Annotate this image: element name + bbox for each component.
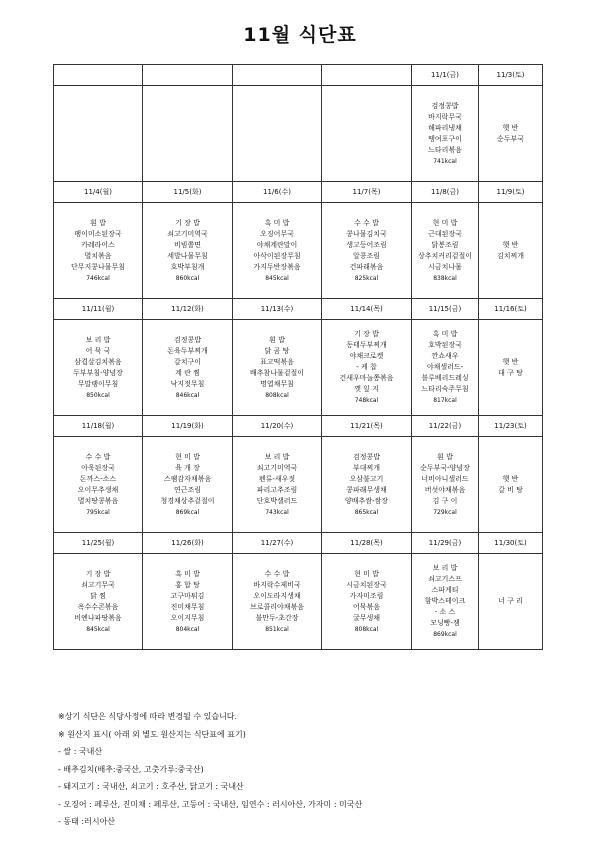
meal-cell xyxy=(479,203,543,299)
date-cell: 11/7(목) xyxy=(322,182,412,203)
meal-cell xyxy=(322,86,412,182)
note-line: - 배추김치(배추:중국산, 고춧가루:중국산) xyxy=(58,764,204,774)
meal-cell xyxy=(233,437,322,533)
menu-item: 어묵볶음 xyxy=(352,602,381,611)
meal-cell xyxy=(233,320,322,416)
menu-item: 표고떡볶음 xyxy=(260,357,294,366)
date-cell: 11/20(수) xyxy=(233,416,322,437)
meal-cell xyxy=(479,86,543,182)
meal-cell xyxy=(322,437,412,533)
date-row xyxy=(54,299,543,320)
page-title: 11월 식단표 xyxy=(243,24,357,46)
menu-item: 돈육두부찌개 xyxy=(167,346,208,355)
calorie-label: 838kcal xyxy=(433,274,457,282)
date-row xyxy=(54,533,543,554)
menu-item: 야채샐러드- xyxy=(426,363,464,371)
menu-item: 콩파래무생채 xyxy=(346,485,387,494)
menu-item: 보 리 밥 xyxy=(432,564,458,572)
meal-cell xyxy=(479,320,543,416)
date-cell: 11/12(화) xyxy=(143,299,233,320)
menu-item: 양배추쌈-쌈장 xyxy=(344,496,389,505)
menu-item: 깐쇼새우 xyxy=(431,352,459,360)
date-cell: 11/11(월) xyxy=(54,299,143,320)
meal-cell xyxy=(412,554,479,650)
meal-cell xyxy=(54,203,143,299)
menu-item: 시금치된장국 xyxy=(346,580,387,589)
menu-item: - 소 스 xyxy=(434,608,456,616)
date-cell: 11/3(토) xyxy=(479,65,543,86)
menu-item: 오이무추생채 xyxy=(77,485,119,494)
menu-item: 두부부침-양념장 xyxy=(73,368,123,377)
meal-cell xyxy=(143,320,233,416)
menu-item: 연근조림 xyxy=(173,485,202,494)
menu-item: 스파게티 xyxy=(431,586,459,594)
calorie-label: 851kcal xyxy=(265,625,289,633)
calorie-label: 804kcal xyxy=(175,625,200,633)
menu-item: 홍 합 탕 xyxy=(175,580,200,589)
date-cell: 11/23(토) xyxy=(479,416,543,437)
date-cell: 11/28(목) xyxy=(322,533,412,554)
calorie-label: 865kcal xyxy=(354,508,379,516)
note-line: ※ 원산지 표시( 아래 외 별도 원산지는 식단표에 표기) xyxy=(58,729,246,739)
menu-item: 쇠고기무국 xyxy=(81,580,115,589)
menu-item: 삼겹살김치볶음 xyxy=(74,357,122,366)
menu-item: 비빔쫄면 xyxy=(173,240,202,249)
date-cell: 11/15(금) xyxy=(412,299,479,320)
menu-item: 수 수 밥 xyxy=(354,218,379,227)
menu-item: 굴무생채 xyxy=(352,613,381,622)
meal-cell xyxy=(412,203,479,299)
calorie-label: 795kcal xyxy=(86,508,110,516)
menu-item: 쇠고기스프 xyxy=(428,575,462,583)
meal-cell xyxy=(143,554,233,650)
menu-item: 동태두부찌개 xyxy=(346,341,387,349)
meal-cell xyxy=(143,437,233,533)
menu-item: 불만두-초간장 xyxy=(255,613,299,622)
menu-item: 브로콜리야채볶음 xyxy=(249,602,305,611)
menu-item: 느타리볶음 xyxy=(428,145,462,154)
menu-item: 쇠고기미역국 xyxy=(256,463,298,472)
calorie-label: 846kcal xyxy=(175,391,200,399)
calorie-label: 845kcal xyxy=(265,274,289,282)
date-cell: 11/25(월) xyxy=(54,533,143,554)
note-line: - 동태 :러시아산 xyxy=(58,817,116,826)
menu-item: - 케 찹 xyxy=(356,363,377,371)
menu-item: 햇 반 xyxy=(502,357,519,366)
menu-item: 알콩조림 xyxy=(352,251,381,260)
meal-cell xyxy=(54,320,143,416)
menu-item: 아욱된장국 xyxy=(81,463,115,472)
date-row xyxy=(54,416,543,437)
menu-item: 검정콩밥 xyxy=(352,452,381,461)
calorie-label: 748kcal xyxy=(354,397,379,404)
menu-item: 가지두반장볶음 xyxy=(253,262,301,271)
date-cell: 11/9(토) xyxy=(479,182,543,203)
menu-item: 생고등어조림 xyxy=(346,240,387,249)
menu-item: 멸치볶음 xyxy=(84,251,112,260)
date-cell: 11/4(월) xyxy=(54,182,143,203)
menu-item: 호박된장국 xyxy=(428,341,462,349)
date-cell: 11/26(화) xyxy=(143,533,233,554)
menu-table xyxy=(53,64,543,650)
calorie-label: 743kcal xyxy=(265,508,289,516)
calorie-label: 860kcal xyxy=(175,274,200,282)
date-row xyxy=(54,65,543,86)
menu-item: 수 수 밥 xyxy=(264,569,290,578)
menu-item: 순두부국 xyxy=(496,134,525,143)
menu-item: 닭 곰 탕 xyxy=(264,346,290,355)
menu-item: 땡여포구이 xyxy=(428,134,462,143)
calorie-label: 825kcal xyxy=(354,274,379,282)
note-line: - 돼지고기 : 국내산, 쇠고기 : 호주산, 닭고기 : 국내산 xyxy=(58,782,244,791)
menu-item: 시금치나물 xyxy=(428,262,462,271)
calorie-label: 741kcal xyxy=(433,157,457,165)
calorie-label: 850kcal xyxy=(86,391,110,399)
menu-item: 세발나물무침 xyxy=(167,251,208,260)
menu-item: 계 란 찜 xyxy=(175,368,200,377)
date-cell: 11/29(금) xyxy=(412,533,479,554)
menu-item: 스팸감자채볶음 xyxy=(163,474,212,483)
menu-item: 흑 미 밥 xyxy=(432,330,458,338)
menu-item: 흑 미 밥 xyxy=(264,218,290,227)
meal-cell xyxy=(322,320,412,416)
meal-cell xyxy=(412,320,479,416)
meal-cell xyxy=(479,554,543,650)
menu-item: 멸치땅콩볶음 xyxy=(77,496,119,505)
meal-row xyxy=(54,86,543,182)
menu-item: 가자미조림 xyxy=(349,591,384,600)
meal-cell xyxy=(412,86,479,182)
menu-item: 옥수수콘볶음 xyxy=(77,602,119,611)
menu-item: 순두부국-양념장 xyxy=(420,463,470,472)
menu-item: 오이지무침 xyxy=(170,613,205,622)
menu-item: 상추치커리겉절이 xyxy=(417,251,473,260)
menu-item: 아삭이된장무침 xyxy=(253,251,301,260)
menu-item: 깻 잎 지 xyxy=(354,385,379,393)
menu-item: 어 묵 국 xyxy=(85,346,111,355)
meal-row xyxy=(54,554,543,650)
date-cell: 11/21(목) xyxy=(322,416,412,437)
date-cell: 11/16(토) xyxy=(479,299,543,320)
date-cell xyxy=(54,65,143,86)
menu-item: 낙지젓무침 xyxy=(170,379,205,388)
menu-item: 무말랭이무침 xyxy=(77,379,119,388)
menu-item: 기 장 밥 xyxy=(85,569,111,578)
date-cell: 11/1(금) xyxy=(412,65,479,86)
meal-cell xyxy=(322,203,412,299)
menu-item: 근대된장국 xyxy=(428,229,462,238)
menu-item: 현 미 밥 xyxy=(354,569,379,578)
menu-item: 비엔나파땅볶음 xyxy=(74,613,122,622)
date-cell: 11/14(목) xyxy=(322,299,412,320)
menu-item: 대 구 탕 xyxy=(498,368,523,377)
date-cell: 11/8(금) xyxy=(412,182,479,203)
meal-cell xyxy=(233,203,322,299)
menu-item: 오삼불고기 xyxy=(349,474,384,483)
menu-item: 검정콩밥 xyxy=(431,101,459,110)
calorie-label: 869kcal xyxy=(175,508,200,516)
menu-item: 흰 밥 xyxy=(90,218,106,227)
meal-row xyxy=(54,203,543,299)
date-cell: 11/5(화) xyxy=(143,182,233,203)
calorie-label: 845kcal xyxy=(86,625,110,633)
menu-item: 파리고추조림 xyxy=(256,485,298,494)
menu-item: 쇠고기미역국 xyxy=(167,229,208,238)
menu-item: 기 장 밥 xyxy=(175,218,200,227)
calorie-label: 817kcal xyxy=(433,397,457,404)
meal-cell xyxy=(143,86,233,182)
menu-item: 고구마튀김 xyxy=(170,591,205,600)
meal-cell xyxy=(233,554,322,650)
menu-item: 오이도라지생채 xyxy=(253,591,301,600)
menu-item: 너 구 리 xyxy=(498,597,523,605)
notes-section xyxy=(58,708,558,831)
menu-item: 닭봉조림 xyxy=(431,240,459,249)
menu-item: 검정콩밥 xyxy=(173,335,202,344)
menu-item: 현 미 밥 xyxy=(432,218,458,227)
menu-item: 흰 밥 xyxy=(437,452,453,461)
date-cell xyxy=(233,65,322,86)
menu-item: 청경채상추겉절이 xyxy=(160,496,215,505)
menu-item: 건파래볶음 xyxy=(349,262,384,271)
menu-item: 흰 밥 xyxy=(269,335,285,344)
note-line: - 오징어 : 페루산, 진미채 : 페루산, 고등어 : 국내산, 임연수 : 러시아산, 가자미 : 미국산 xyxy=(58,799,363,809)
meal-row xyxy=(54,320,543,416)
menu-item: 김 구 이 xyxy=(432,496,458,505)
menu-item: 콩나물김치국 xyxy=(346,229,387,238)
date-cell: 11/19(화) xyxy=(143,416,233,437)
menu-item: 햇 반 xyxy=(502,123,519,132)
menu-item: 진미채무침 xyxy=(170,602,205,611)
date-cell: 11/22(금) xyxy=(412,416,479,437)
calorie-label: 808kcal xyxy=(265,391,289,399)
date-cell: 11/18(월) xyxy=(54,416,143,437)
meal-cell xyxy=(479,437,543,533)
menu-item: 김치찌개 xyxy=(496,251,525,260)
menu-item: 보 리 밥 xyxy=(85,335,111,344)
note-line: ※상기 식단은 식당사정에 따라 변경될 수 있습니다. xyxy=(58,712,238,721)
menu-item: 햇 반 xyxy=(502,240,519,249)
menu-item: 육 개 장 xyxy=(175,463,200,472)
menu-item: 팽이미소된장국 xyxy=(74,229,122,238)
date-row xyxy=(54,182,543,203)
menu-item: 느타리숙주무침 xyxy=(421,385,469,393)
menu-item: 갈치구이 xyxy=(173,357,202,366)
menu-item: 바지락수제비국 xyxy=(253,580,301,589)
date-cell: 11/30(토) xyxy=(479,533,543,554)
menu-item: 단호박샐러드 xyxy=(256,496,298,505)
meal-cell xyxy=(54,554,143,650)
menu-item: 함박스테이크 xyxy=(424,597,466,605)
menu-item: 현 미 밥 xyxy=(175,452,200,461)
menu-item: 모닝빵-잼 xyxy=(430,619,460,627)
menu-item: 돈까스-소스 xyxy=(79,474,117,483)
meal-cell xyxy=(322,554,412,650)
menu-item: 호박부침개 xyxy=(170,262,205,271)
menu-item: 오징어무국 xyxy=(260,229,294,238)
calorie-label: 746kcal xyxy=(86,274,110,282)
meal-cell xyxy=(233,86,322,182)
menu-item: 명엽채무침 xyxy=(260,379,294,388)
menu-item: 버섯야채볶음 xyxy=(424,485,466,494)
menu-item: 펜류-새우젓 xyxy=(258,474,296,483)
menu-item: 배추참나물겉절이 xyxy=(249,368,305,377)
menu-item: 너비아니샐러드 xyxy=(421,474,469,483)
menu-item: 닭 찜 xyxy=(90,591,106,600)
calorie-label: 729kcal xyxy=(433,508,457,516)
date-cell xyxy=(143,65,233,86)
meal-row xyxy=(54,437,543,533)
meal-cell xyxy=(54,437,143,533)
calorie-label: 869kcal xyxy=(433,631,457,638)
meal-cell xyxy=(412,437,479,533)
menu-item: 햇 반 xyxy=(502,474,519,483)
menu-item: 건새우마늘쫑볶음 xyxy=(339,374,394,382)
menu-item: 야채계란말이 xyxy=(256,240,298,249)
calorie-label: 808kcal xyxy=(354,625,379,633)
menu-item: 단무지콩나물무침 xyxy=(70,262,126,271)
menu-item: 바지락무국 xyxy=(428,112,462,121)
date-cell: 11/6(수) xyxy=(233,182,322,203)
menu-item: 수 수 밥 xyxy=(85,452,111,461)
date-cell xyxy=(322,65,412,86)
menu-item: 부대찌개 xyxy=(352,463,381,472)
date-cell: 11/27(수) xyxy=(233,533,322,554)
menu-item: 흑 미 밥 xyxy=(175,569,200,578)
meal-cell xyxy=(143,203,233,299)
menu-item: 블루베리드레싱 xyxy=(421,374,469,382)
menu-item: 카레라이스 xyxy=(81,240,115,249)
menu-item: 야채크로켓 xyxy=(349,352,384,360)
menu-item: 기 장 밥 xyxy=(354,330,379,338)
date-cell: 11/13(수) xyxy=(233,299,322,320)
menu-item: 보 리 밥 xyxy=(264,452,290,461)
menu-item: 해파리냉채 xyxy=(428,123,462,132)
note-line: - 쌀 : 국내산 xyxy=(58,747,103,756)
meal-cell xyxy=(54,86,143,182)
menu-item: 갈 비 탕 xyxy=(498,485,523,494)
